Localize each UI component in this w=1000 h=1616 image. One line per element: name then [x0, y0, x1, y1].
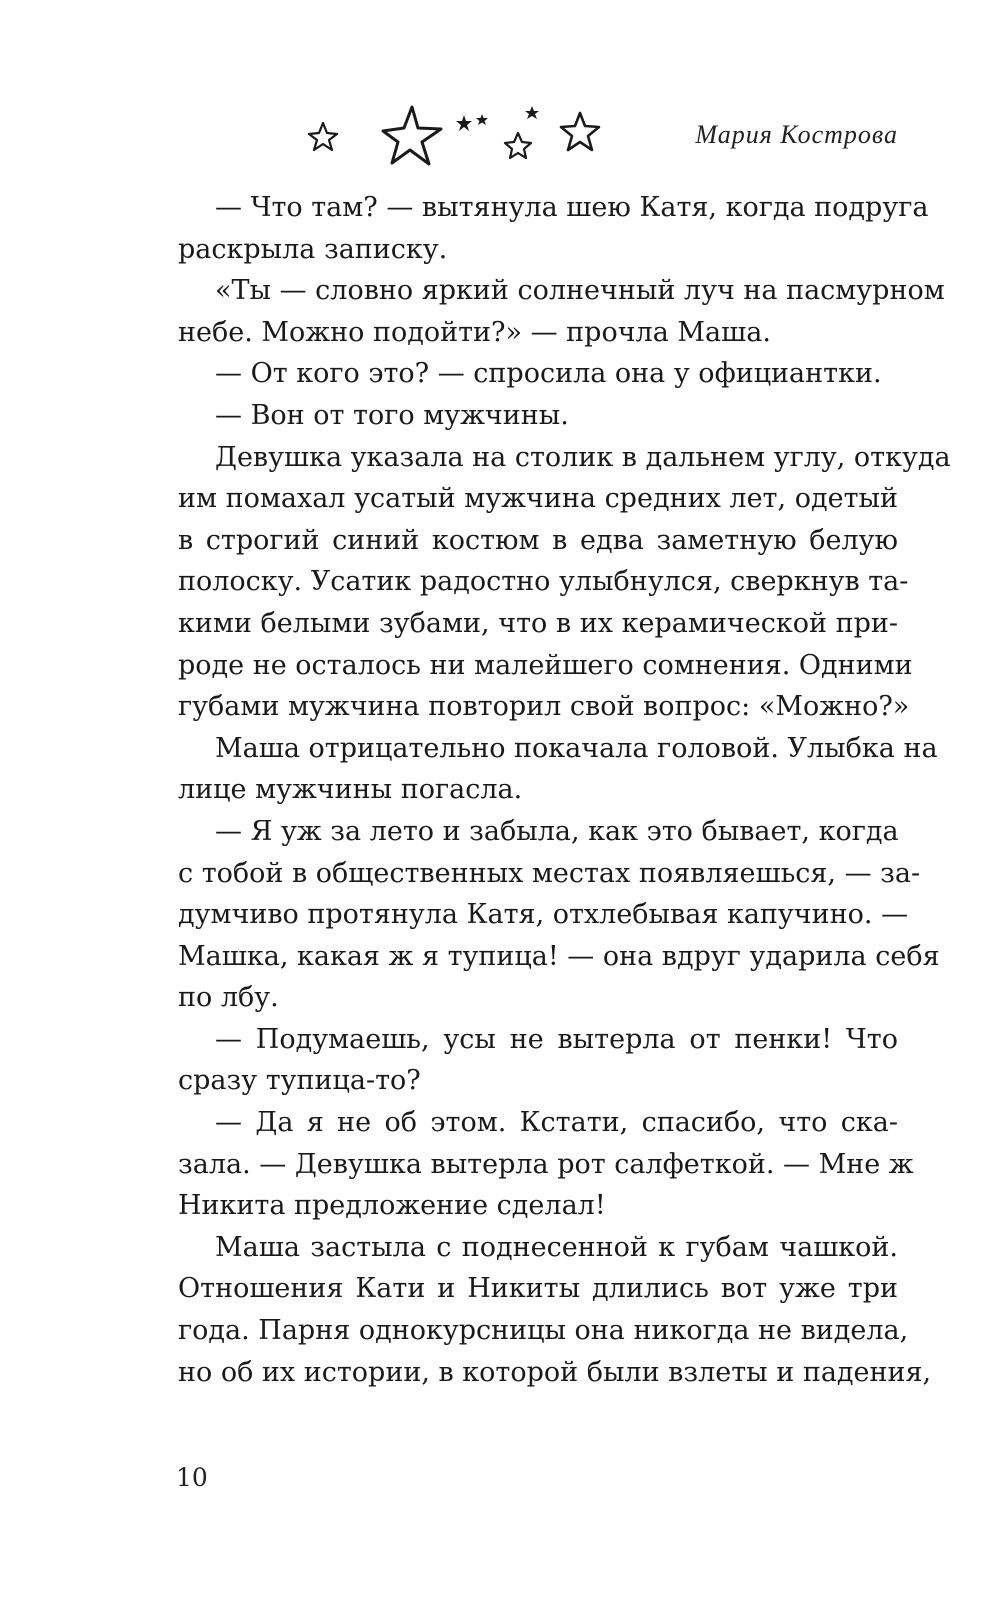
- text-line: кими белыми зубами, что в их керамической при-: [178, 607, 898, 639]
- text-line: «Ты — словно яркий солнечный луч на пасмурном: [215, 275, 945, 307]
- body-text: [178, 187, 951, 1393]
- text-line: Никита предложение сделал!: [178, 1190, 606, 1222]
- text-line: роде не осталось ни малейшего сомнения. Одними: [178, 649, 913, 681]
- text-line: небе. Можно подойти?» — прочла Маша.: [178, 316, 771, 348]
- star-icon: [561, 113, 599, 150]
- text-line: Машка, какая ж я тупица! — она вдруг ударила себя: [178, 940, 940, 972]
- text-line: — Вон от того мужчины.: [215, 399, 569, 431]
- star-icon: [476, 114, 488, 125]
- text-line: сразу тупица-то?: [178, 1065, 421, 1097]
- text-line: Отношения Кати и Никиты длились вот уже три: [178, 1273, 898, 1305]
- text-line: думчиво протянула Катя, отхлебывая капучино. —: [178, 899, 909, 931]
- text-line: — От кого это? — спросила она у официантки.: [215, 358, 882, 390]
- text-line: — Подумаешь, усы не вытерла от пенки! Что: [215, 1023, 898, 1055]
- text-line: — Что там? — вытянула шею Катя, когда подруга: [215, 192, 929, 223]
- text-line: но об их истории, в которой были взлеты и падения,: [178, 1356, 932, 1388]
- text-line: Девушка указала на столик в дальнем углу, откуда: [215, 441, 951, 473]
- text-line: губами мужчина повторил свой вопрос: «Можно?»: [178, 691, 910, 723]
- text-line: — Я уж за лето и забыла, как это бывает, когда: [215, 815, 899, 847]
- star-icon: [383, 107, 441, 164]
- text-line: по лбу.: [178, 982, 279, 1014]
- running-header-author: Мария Кострова: [695, 120, 898, 149]
- stars-ornament-icon: [300, 95, 630, 175]
- text-line: года. Парня однокурсницы она никогда не видела,: [178, 1315, 909, 1347]
- text-line: зала. — Девушка вытерла рот салфеткой. — Мне ж: [178, 1148, 914, 1180]
- page-number: 10: [176, 1463, 208, 1492]
- star-icon: [456, 115, 472, 131]
- text-line: с тобой в общественных местах появляешься, — за-: [178, 857, 921, 889]
- text-line: лице мужчины погасла.: [178, 774, 523, 806]
- star-icon: [525, 106, 539, 119]
- text-line: полоску. Усатик радостно улыбнулся, сверкнув та-: [178, 566, 909, 598]
- text-line: — Да я не об этом. Кстати, спасибо, что ска-: [215, 1107, 898, 1139]
- star-icon: [505, 133, 531, 158]
- text-line: в строгий синий костюм в едва заметную белую: [178, 524, 898, 556]
- text-line: им помахал усатый мужчина средних лет, одетый: [178, 483, 898, 515]
- text-line: Маша отрицательно покачала головой. Улыбка на: [215, 732, 938, 764]
- text-line: раскрыла записку.: [178, 233, 448, 265]
- text-line: Маша застыла с поднесенной к губам чашкой.: [215, 1231, 898, 1263]
- star-icon: [309, 123, 337, 150]
